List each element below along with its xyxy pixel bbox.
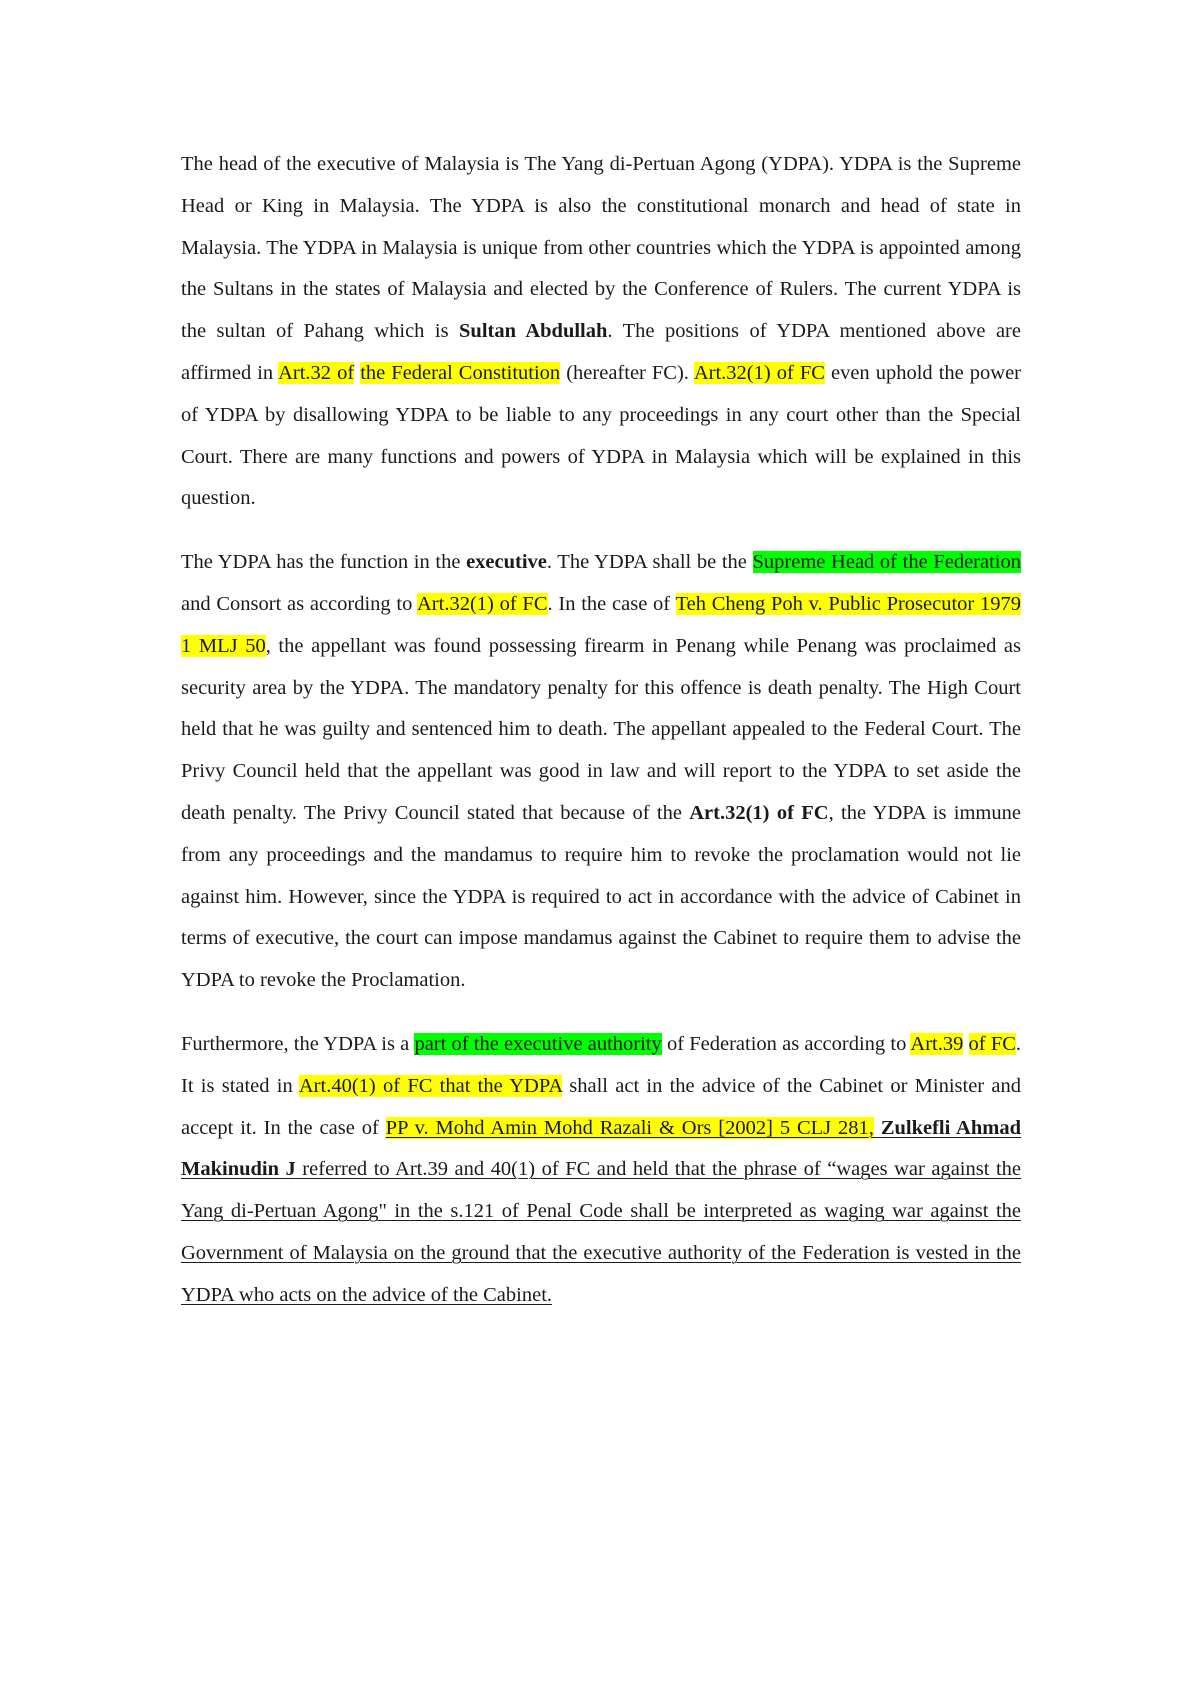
highlight-green: part of the executive authority [414,1032,662,1055]
highlight-yellow: Art.32(1) of FC [417,592,548,615]
paragraph-executive-function [181,542,1021,1002]
text-run: The head of the executive of Malaysia is The Yang di-Pertuan Agong (YDPA). YDPA is the Supreme Head or King in Malaysia. The YDPA is also the constitutional monarch and head of state in Malaysia. The YDPA in Malaysia is unique from other countries which the YDPA is appointed among the Sultans in the states of Malaysia and elected by the Conference of Rulers. The current YDPA is the sultan of Pahang which is [181,153,1021,343]
bold-text: executive [466,551,547,574]
case-citation: Teh Cheng Poh v. Public Prosecutor 1979 1 MLJ 50 [181,592,1021,657]
bold-text: Art.32(1) of FC [689,801,829,824]
underlined-text: referred to Art.39 and 40(1) of FC and held that the phrase of “wages war against the Yang di-Pertuan Agong" in the s.121 of Penal Code shall be interpreted as waging war against the Government of Malaysia on the ground that the executive authority of the Federation is vested in the YDPA who acts on the advice of the Cabinet. [181,1158,1021,1306]
case-citation: PP v. Mohd Amin Mohd Razali & Ors [2002] 5 CLJ 281, [385,1116,874,1139]
text-run: . The positions of YDPA mentioned above are affirmed in [181,320,1021,384]
judge-name: Zulkefli Ahmad Makinudin J [181,1116,1021,1181]
text-run: Furthermore, the YDPA is a [181,1032,415,1055]
text-run: even uphold the power of YDPA by disallowing YDPA to be liable to any proceedings in any court other than the Special Court. There are many functions and powers of YDPA in Malaysia which will be explained in this question. [181,361,1022,510]
text-run: . It is stated in [181,1032,1022,1097]
text-run: and Consort as according to [181,592,417,615]
text-run: . The YDPA shall be the [546,551,753,574]
highlight-yellow: Art.40(1) of FC that the YDPA [298,1074,563,1097]
document-page [181,144,1021,1339]
text-run: . In the case of [547,592,676,615]
text-run: of Federation as according to [661,1032,911,1055]
text-run: shall act in the advice of the Cabinet or Minister and accept it. In the case of [181,1074,1021,1139]
text-run [874,1117,881,1139]
highlight-yellow: of FC [968,1032,1016,1055]
text-run: (hereafter FC). [560,361,694,384]
highlight-yellow: Art.39 [910,1032,964,1055]
bold-text: Sultan Abdullah [459,320,608,343]
text-run: The YDPA has the function in the [181,551,467,574]
text-run [963,1033,968,1055]
text-run: , the YDPA is immune from any proceedings and the mandamus to require him to revoke the proclamation would not lie against him. However, since the YDPA is required to act in accordance with the advice of Cabinet in terms of executive, the court can impose mandamus against the Cabinet to require them to advise the YDPA to revoke the Proclamation. [181,801,1021,992]
paragraph-executive-authority [181,1024,1021,1317]
highlight-yellow: the Federal Constitution [360,361,561,384]
highlight-green: Supreme Head of the Federation [752,551,1022,574]
paragraph-intro [181,144,1021,520]
highlight-yellow: Art.32(1) of FC [693,361,825,384]
highlight-yellow: Art.32 of [278,361,355,384]
text-run: , the appellant was found possessing firearm in Penang while Penang was proclaimed as security area by the YDPA. The mandatory penalty for this offence is death penalty. The High Court held that he was guilty and sentenced him to death. The appellant appealed to the Federal Court. The Privy Council held that the appellant was good in law and will report to the YDPA to set aside the death penalty. The Privy Council stated that because of the [181,634,1022,824]
